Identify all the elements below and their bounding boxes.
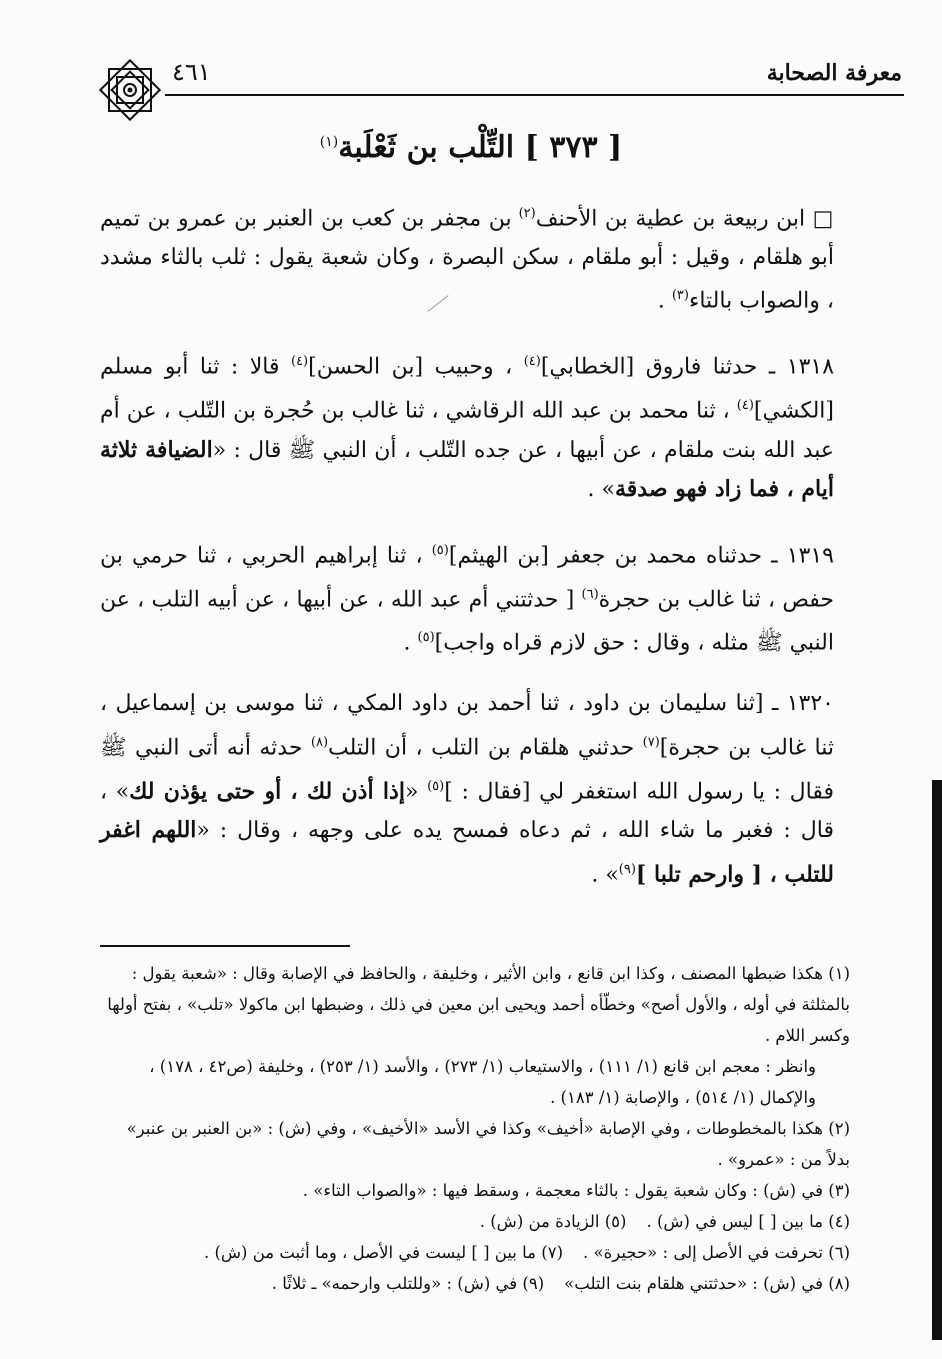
hadith-text: إذا أذن لك ، أو حتى يؤذن لك: [129, 777, 405, 804]
footnote-ref: (٢): [518, 206, 536, 221]
footnote-ref: (٤): [736, 397, 754, 413]
footnote-row: [100, 1237, 850, 1268]
footnote-ref: (٤): [523, 354, 541, 370]
footnote-ref: (٤): [290, 354, 309, 370]
footnote-3: (٣) في (ش) : وكان شعبة يقول : بالثاء معجمة ، وسقط فيها : «والصواب التاء» .: [302, 1181, 850, 1200]
footnote-ref: (٧): [642, 734, 660, 750]
footnotes: [100, 958, 850, 1299]
footnote-separator: [100, 945, 350, 947]
hadith-text: اللهم اغفر للتلب ، [ وارحم تلبا ]: [100, 817, 834, 888]
scan-edge-shadow: [932, 780, 942, 1340]
footnote-ref: (١): [319, 134, 339, 150]
header-rule: [165, 94, 904, 96]
footnote-2: (٢) هكذا بالمخطوطات ، وفي الإصابة «أخيف» وكذا في الأسد «الأخيف» ، وفي (ش) : «بن العنبر بن عنبر» بدلاً من : «عمرو» .: [126, 1119, 850, 1169]
entry-title: [ ٣٧٣ ] التِّلْب بن ثَعْلَبة: [338, 130, 623, 165]
footnote-1: (١) هكذا ضبطها المصنف ، وكذا ابن قانع ، وابن الأثير ، وخليفة ، والحافظ في الإصابة وقال : «شعبة يقول : بالمثلثة في أوله ، والأول أصح» وخطّأه أحمد ويحيى ابن معين في ذلك ، وضبطها ابن ماكولا «تلب» ، بفتح أولها وكسر اللام .: [107, 964, 850, 1045]
footnote-ref: (٨): [310, 734, 329, 750]
entry-heading: [120, 130, 822, 165]
text-run: □ ابن ربيعة بن عطية بن الأحنف: [535, 206, 834, 232]
footnote-ref: (٦): [581, 586, 599, 602]
text-run: حدثني هلقام بن التلب ، أن التلب: [328, 735, 643, 761]
text-run: ، ثنا إبراهيم الحربي ، ثنا حرمي بن حفص ، ثنا غالب بن حجرة: [100, 543, 835, 612]
text-run: قالا : ثنا أبو مسلم [الكشي]: [100, 354, 834, 424]
footnote-ref: (٥): [427, 778, 445, 794]
footnote-ref: (٥): [431, 542, 449, 558]
text-run: «: [404, 778, 428, 804]
text-run: » ، قال : فغبر ما شاء الله ، ثم دعاه فمسح يده على وجهه ، وقال : «: [100, 778, 834, 844]
hadith-1319: [100, 532, 834, 663]
footnote-ref: (٩): [618, 861, 636, 877]
text-run: بن مجفر بن كعب بن العنبر بن عمرو بن تميم أبو هلقام ، وقيل : أبو ملقام ، سكن البصرة ، وكان شعبة يقول : ثلب بالثاء مشدد ، والصواب بالتاء: [100, 206, 834, 314]
footnote-7: (٧) ما بين [ ] ليست في الأصل ، وما أثبت من (ش) .: [203, 1243, 564, 1262]
text-run: .: [657, 288, 672, 314]
text-run: ١٣٢٠ ـ [ثنا سليمان بن داود ، ثنا أحمد بن داود المكي ، ثنا موسى بن إسماعيل ، ثنا غالب بن حجرة]: [100, 691, 834, 761]
text-run: [ حدثتني أم عبد الله ، عن أبيها ، عن أبيه التلب ، عن النبي ﷺ مثله ، وقال : حق لازم قراه واجب]: [100, 586, 834, 656]
text-run: » .: [587, 477, 615, 503]
hadith-text: الضيافة ثلاثة أيام ، فما زاد فهو صدقة: [100, 436, 834, 503]
footnote-9: (٩) في (ش) : «وللتلب وارحمه» ـ ثلاثًا .: [271, 1274, 545, 1293]
footnote-ref: (٥): [417, 630, 435, 646]
footnote-row: [100, 1268, 850, 1299]
running-header-title: معرفة الصحابة: [766, 60, 902, 86]
star-ornament-icon: [95, 55, 165, 125]
text-run: ، ثنا محمد بن عبد الله الرقاشي ، ثنا غالب بن حُجرة بن التّلب ، عن أم عبد الله بنت ملقام ، عن أبيها ، عن جده التّلب ، أن النبي ﷺ قال : «: [100, 398, 835, 463]
text-run: ١٣١٩ ـ حدثناه محمد بن جعفر [بن الهيثم]: [448, 543, 834, 569]
hadith-1320: [100, 685, 834, 894]
text-run: » .: [591, 862, 619, 888]
footnote-4: (٤) ما بين [ ] ليس في (ش) .: [646, 1212, 850, 1231]
hadith-1318: [100, 343, 834, 510]
footnote-ref: (٣): [671, 288, 689, 304]
footnote-5: (٥) الزيادة من (ش) .: [479, 1212, 627, 1231]
footnote-8: (٨) في (ش) : «حدثتني هلقام بنت التلب»: [564, 1274, 850, 1293]
text-run: ، وحبيب [بن الحسن]: [308, 354, 524, 380]
main-text: [100, 195, 834, 917]
footnote-row: [100, 1206, 850, 1237]
page-number: ٤٦١: [172, 58, 211, 86]
intro-paragraph: [100, 195, 834, 321]
text-run: حدثه أنه أتى النبي ﷺ فقال : يا رسول الله استغفر لي [فقال : ]: [100, 735, 835, 804]
text-run: .: [403, 630, 418, 656]
footnote-6: (٦) تحرفت في الأصل إلى : «حجيرة» .: [583, 1243, 850, 1262]
footnote-1-continued: وانظر : معجم ابن قانع (١/ ١١١) ، والاستيعاب (١/ ٢٧٣) ، والأسد (١/ ٢٥٣) ، وخليفة (ص٤٢ ، ١٧٨) ، والإكمال (١/ ٥١٤) ، والإصابة (١/ ١٨٣) .: [149, 1057, 816, 1107]
text-run: ١٣١٨ ـ حدثنا فاروق [الخطابي]: [540, 354, 835, 380]
